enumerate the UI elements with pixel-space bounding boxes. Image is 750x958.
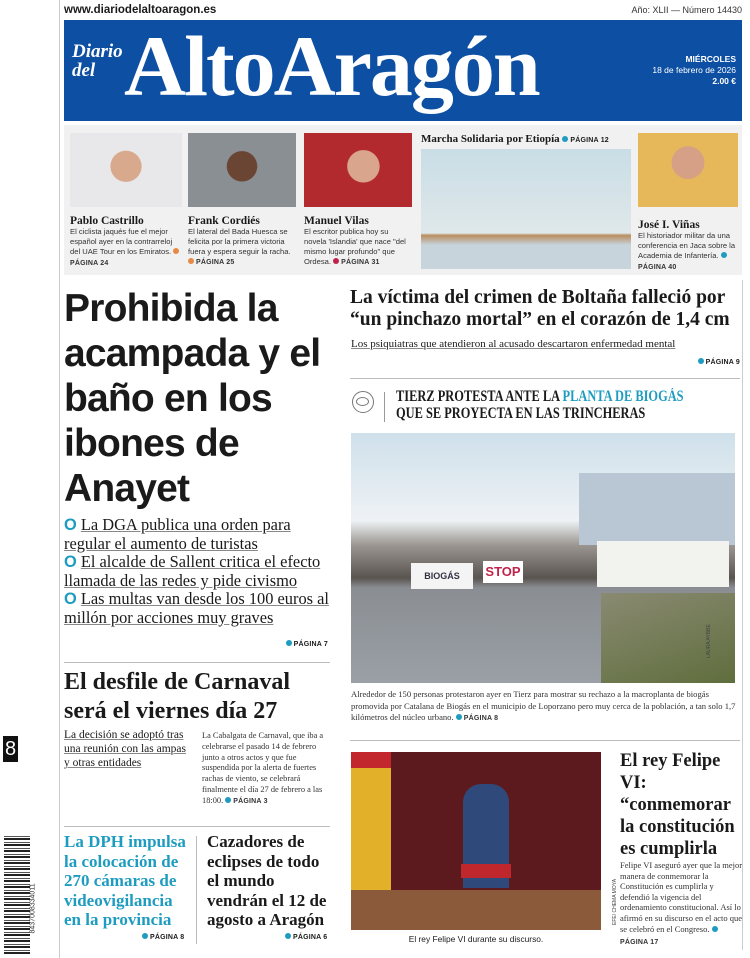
barcode-number: 8437008334011 — [29, 883, 37, 934]
pablo-photo — [70, 133, 182, 207]
divider — [350, 378, 740, 379]
masthead-diario: Diario — [72, 41, 123, 62]
lead-bullet[interactable]: O El alcalde de Sallent critica el efecto llamada de las redes y pide civismo — [64, 552, 321, 590]
page-ref[interactable]: PÁGINA 8 — [463, 715, 499, 722]
teaser-manuel[interactable] — [304, 133, 412, 268]
weekday: MIÉRCOLES — [685, 54, 736, 64]
eclipse-headline[interactable]: Cazadores de eclipses de todo el mundo vendrán el 12 de agosto a Aragón — [207, 832, 327, 929]
column-divider — [196, 836, 197, 944]
separator — [384, 392, 385, 422]
rey-headline[interactable]: El rey Felipe VI: “conmemorar la constitución es cumplirla — [620, 751, 735, 859]
felipe-caption: El rey Felipe VI durante su discurso. — [408, 934, 544, 944]
lead-headline[interactable]: Prohibida la acampada y el baño en los ibones de Anayet — [64, 287, 321, 510]
teaser-name: Manuel Vilas — [304, 215, 369, 227]
building — [579, 473, 735, 545]
manuel-photo — [304, 133, 412, 207]
divider — [64, 662, 330, 663]
price: 2.00 € — [712, 76, 736, 86]
dph-headline[interactable]: La DPH impulsa la colocación de 270 cámaras de videovigilancia en la provincia — [64, 832, 186, 929]
lead-page-ref[interactable]: PÁGINA 7 — [286, 640, 328, 648]
desk — [351, 890, 601, 930]
jose-photo — [638, 133, 738, 207]
lead-bullet[interactable]: O Las multas van desde los 100 euros al millón por acciones muy graves — [64, 589, 329, 627]
left-margin-strip — [0, 0, 60, 958]
page-ref[interactable]: PÁGINA 3 — [233, 797, 268, 805]
masthead-title: AltoAragón — [124, 18, 539, 114]
rey-body: Felipe VI aseguró ayer que la mejor manera de conmemorar la Constitución es cumplirla y defendió la vigencia del ordenamiento constitucional. Así lo afirmó en su discurso en el acto que se celebró en el Congreso. — [620, 860, 743, 934]
protest-banner: BIOGÁS — [411, 563, 473, 589]
site-url[interactable]: www.diariodelaltoaragon.es — [64, 4, 217, 16]
teaser-name: Frank Cordiés — [188, 215, 260, 227]
teaser-text: El historiador militar da una conferencia en Jaca sobre la Academia de Infantería. — [638, 231, 736, 260]
page-ref: PÁGINA 12 — [570, 137, 609, 144]
photo-credit: LAURA AYBBE — [706, 624, 712, 658]
teaser-text: El lateral del Bada Huesca se felicita por la primera victoria fuera y espera seguir la racha. — [188, 227, 291, 256]
eye-icon — [352, 391, 374, 413]
tierz-headline[interactable]: TIERZ PROTESTA ANTE LA PLANTA DE BIOGÁS — [396, 388, 684, 405]
issue-number: Año: XLII — Número 14430 — [631, 5, 742, 15]
masthead — [64, 20, 742, 121]
frank-photo — [188, 133, 296, 207]
teaser-name: Marcha Solidaria por Etiopía — [421, 133, 560, 145]
stop-banner: STOP — [483, 561, 523, 583]
teaser-text: El ciclista jaqués fue el mejor español ayer en la contrarreloj del UAE Tour en los Emiratos. — [70, 227, 173, 256]
flag-stripe — [351, 752, 391, 768]
felipe-photo-credit: EFE/ CHEMA MOYA — [612, 878, 618, 925]
carnaval-headline[interactable]: El desfile de Carnaval será el viernes día 27 — [64, 669, 290, 724]
page-ref: PÁGINA 25 — [196, 259, 235, 266]
divider — [350, 740, 740, 741]
page-ref: PÁGINA 31 — [341, 259, 380, 266]
masthead-del: del — [72, 60, 96, 81]
boltana-page-ref[interactable]: PÁGINA 9 — [698, 358, 740, 366]
boltana-subhead: Los psiquiatras que atendieron al acusado descartaron enfermedad mental — [351, 338, 676, 350]
page-ref: PÁGINA 24 — [70, 260, 109, 267]
marcha-photo — [421, 149, 631, 269]
boltana-headline[interactable]: La víctima del crimen de Boltaña falleció por “un pinchazo mortal” en el corazón de 1,4 cm — [350, 287, 730, 330]
teaser-marcha[interactable] — [421, 133, 631, 269]
teaser-name: Pablo Castrillo — [70, 215, 144, 227]
date: 18 de febrero de 2026 — [652, 65, 736, 75]
page-ref[interactable]: PÁGINA 17 — [620, 939, 659, 947]
teaser-pablo[interactable] — [70, 133, 182, 269]
eclipse-page-ref[interactable]: PÁGINA 6 — [285, 933, 327, 941]
red-lectern — [461, 864, 511, 878]
dph-page-ref[interactable]: PÁGINA 8 — [142, 933, 184, 941]
page-ref: PÁGINA 40 — [638, 264, 677, 271]
teaser-text: El escritor publica hoy su novela 'Islandia' que nace "del mismo lugar profundo" que Ordesa. — [304, 227, 406, 266]
grass — [601, 593, 735, 683]
teaser-name: José I. Viñas — [638, 219, 700, 231]
teaser-frank[interactable] — [188, 133, 296, 268]
protest-banner-right — [597, 541, 729, 587]
tierz-photo[interactable] — [351, 433, 735, 683]
teaser-jose[interactable] — [638, 133, 738, 273]
lead-bullet[interactable]: O La DGA publica una orden para regular el aumento de turistas — [64, 515, 291, 553]
felipe-photo[interactable] — [351, 752, 601, 930]
barcode — [4, 836, 30, 954]
carnaval-body: La Cabalgata de Carnaval, que iba a celebrarse el pasado 14 de febrero junto a otros actos y que fue suspendida por la alerta de fuertes rachas de viento, se celebrará finalmente el día 27 de febrero a las 18:00. — [202, 731, 324, 805]
tierz-caption: Alrededor de 150 personas protestaron ayer en Tierz para mostrar su rechazo a la macroplanta de biogás promovida por Catalana de Biogás en el municipio de Loporzano pero muy cerca de la población, a tan solo 1,7 kilómetros del núcleo urbano. — [351, 689, 736, 722]
divider — [64, 826, 330, 827]
lead-bullets — [64, 516, 339, 628]
tierz-headline-2[interactable]: QUE SE PROYECTA EN LAS TRINCHERAS — [396, 405, 646, 422]
edition-number: 8 — [4, 738, 17, 760]
carnaval-subhead: La decisión se adoptó tras una reunión con las ampas y otras entidades — [64, 729, 186, 769]
